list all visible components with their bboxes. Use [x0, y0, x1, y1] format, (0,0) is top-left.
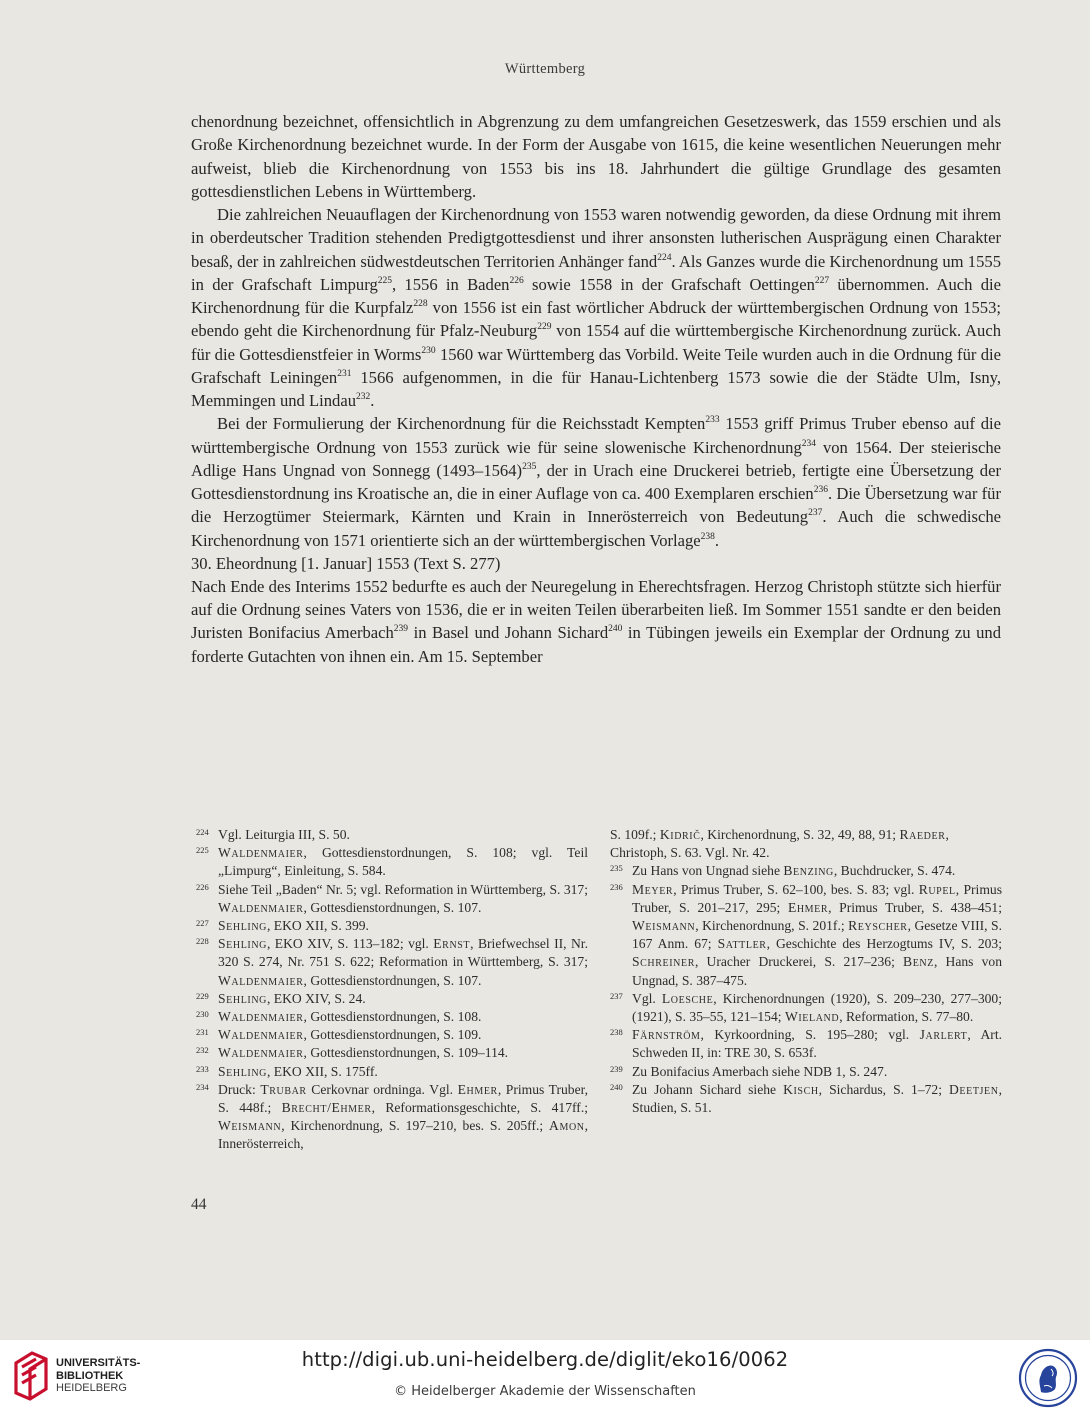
footnote-number: 225 — [196, 845, 209, 856]
paragraph-4: Nach Ende des Interims 1552 bedurfte es auch der Neuregelung in Eherechtsfragen. Herzog Christoph stützte sich hierfür auf die Ordnung seines Vaters von 1536, die er in weiten Teilen überarbeiten ließ. Im Sommer 1551 sandte er den beiden Juristen Bonifacius Amerbach$^{239}$ in Basel und Johann Sichard$^{240}$ in Tübingen jeweils ein Exemplar der Ordnung zu und forderte Gutachten von ihnen ein. Am 15. September — [191, 576, 1002, 666]
paragraph-3: Bei der Formulierung der Kirchenordnung für die Reichsstadt Kempten$^{233}$ 1553 griff Primus Truber ebenso auf die württembergische Ordnung von 1553 zurück wie für seine slowenische Kirchenordnung$^{234}$ von 1564. Der steierische Adlige Hans Ungnad von Sonnegg (1493–1564)$^{235}$, der in Urach eine Druckerei betrieb, fertigte eine Übersetzung der Gottesdienstordnung ins Kroatische an, die in einer Auflage von ca. 400 Exemplaren erschien$^{236}$. Die Übersetzung war für die Herzogtümer Steiermark, Kärnten und Krain in Innerösterreich von Bedeutung$^{237}$. Auch die schwedische Kirchenordnung von 1571 orientierte sich an der württembergischen Vorlage$^{238}$. — [191, 414, 1001, 550]
page-number: 44 — [191, 1196, 207, 1213]
footnotes-left-column — [196, 826, 588, 1154]
academy-seal-icon — [1018, 1348, 1078, 1408]
footnote-233: 233 Sehling, EKO XII, S. 175ff. — [196, 1063, 588, 1081]
footnote-number: 235 — [610, 863, 623, 874]
footnote-227: 227 Sehling, EKO XII, S. 399. — [196, 917, 588, 935]
footnote-239: 239 Zu Bonifacius Amerbach siehe NDB 1, S. 247. — [610, 1063, 1002, 1081]
paragraph-2: Die zahlreichen Neuauflagen der Kirchenordnung von 1553 waren notwendig geworden, da diese Ordnung mit ihrem in oberdeutscher Tradition stehenden Predigtgottesdienst und ihrer ansonsten lutherischen Ausprägung einen Charakter besaß, der in zahlreichen südwestdeutschen Territorien Anhänger fand$^{224}$. Als Ganzes wurde die Kirchenordnung um 1555 in der Grafschaft Limpurg$^{225}$, 1556 in Baden$^{226}$ sowie 1558 in der Grafschaft Oettingen$^{227}$ übernommen. Auch die Kirchenordnung für die Kurpfalz$^{228}$ von 1556 ist ein fast wörtlicher Abdruck der württembergischen Ordnung von 1553; ebendo geht die Kirchenordnung für Pfalz-Neuburg$^{229}$ von 1554 auf die württembergische Kirchenordnung zurück. Auch für die Gottesdienstfeier in Worms$^{230}$ 1560 war Württemberg das Vorbild. Weite Teile wurden auch in die Ordnung für die Grafschaft Leiningen$^{231}$ 1566 aufgenommen, in die für Hanau-Lichtenberg 1573 sowie die der Städte Ulm, Isny, Memmingen und Lindau$^{232}$. — [191, 205, 1001, 410]
footnote-number: 240 — [610, 1081, 623, 1092]
footnote-number: 237 — [610, 990, 623, 1001]
copyright-notice: © Heidelberger Akademie der Wissenschaften — [394, 1384, 696, 1399]
footnote-number: 226 — [196, 881, 209, 892]
footnotes-right-column — [610, 826, 1002, 1154]
footnote-232: 232 Waldenmaier, Gottesdienstordnungen, S. 109–114. — [196, 1044, 588, 1062]
footnote-number: 234 — [196, 1081, 209, 1092]
footnotes — [196, 826, 1002, 1154]
footnote-number: 231 — [196, 1027, 209, 1038]
footnote-236: 236 Meyer, Primus Truber, S. 62–100, bes. S. 83; vgl. Rupel, Primus Truber, S. 201–217, 295; Ehmer, Primus Truber, S. 438–451; Weismann, Kirchenordnung, S. 201f.; Reyscher, Gesetze VIII, S. 167 Anm. 67; Sattler, Geschichte des Herzogtums IV, S. 203; Schreiner, Uracher Druckerei, S. 217–236; Benz, Hans von Ungnad, S. 387–475. — [610, 881, 1002, 990]
footnote-225: 225 Waldenmaier, Gottesdienstordnungen, S. 108; vgl. Teil „Limpurg“, Einleitung, S. 584. — [196, 844, 588, 880]
footnote-235: 235 Zu Hans von Ungnad siehe Benzing, Buchdrucker, S. 474. — [610, 862, 1002, 880]
footnote-237: 237 Vgl. Loesche, Kirchenordnungen (1920), S. 209–230, 277–300; (1921), S. 35–55, 121–154; Wieland, Reformation, S. 77–80. — [610, 990, 1002, 1026]
section-heading: 30. Eheordnung [1. Januar] 1553 (Text S. 277) — [191, 553, 501, 573]
library-name: UNIVERSITÄTS- BIBLIOTHEK HEIDELBERG — [56, 1357, 141, 1395]
footnote-number: 229 — [196, 990, 209, 1001]
footnote-229: 229 Sehling, EKO XIV, S. 24. — [196, 990, 588, 1008]
footnote-number: 232 — [196, 1045, 209, 1056]
footer-bar — [0, 1340, 1090, 1415]
footnote-number: 230 — [196, 1009, 209, 1020]
footnote-number: 239 — [610, 1063, 623, 1074]
footnote-number: 224 — [196, 827, 209, 837]
footnote-number: 238 — [610, 1027, 623, 1038]
permalink-url[interactable]: http://digi.ub.uni-heidelberg.de/diglit/eko16/0062 — [301, 1348, 789, 1371]
footnote-number: 233 — [196, 1063, 209, 1074]
footnote-240: 240 Zu Johann Sichard siehe Kisch, Sichardus, S. 1–72; Deetjen, Studien, S. 51. — [610, 1081, 1002, 1117]
footnote-226: 226 Siehe Teil „Baden“ Nr. 5; vgl. Reformation in Württemberg, S. 317; Waldenmaier, Gottesdienstordnungen, S. 107. — [196, 881, 588, 917]
running-head: Württemberg — [504, 61, 586, 77]
footnote-number: 228 — [196, 936, 209, 947]
footnote-228: 228 Sehling, EKO XIV, S. 113–182; vgl. Ernst, Briefwechsel II, Nr. 320 S. 274, Nr. 751 S. 622; Reformation in Württemberg, S. 317; Waldenmaier, Gottesdienstordnungen, S. 107. — [196, 935, 588, 990]
footnote-224: 224 Vgl. Leiturgia III, S. 50. — [196, 826, 588, 844]
footnote-231: 231 Waldenmaier, Gottesdienstordnungen, S. 109. — [196, 1026, 588, 1044]
body-text — [191, 110, 1001, 668]
footnote-continuation: S. 109f.; Kidrič, Kirchenordnung, S. 32, 49, 88, 91; Raeder, Christoph, S. 63. Vgl. Nr. 42. — [610, 827, 949, 861]
footnote-number: 236 — [610, 881, 623, 892]
footnotes-right-list — [610, 862, 1002, 1117]
footnote-234: 234 Druck: Trubar Cerkovnar ordninga. Vgl. Ehmer, Primus Truber, S. 448f.; Brecht/Ehmer, Reformationsgeschichte, S. 417ff.; Weismann, Kirchenordnung, S. 197–210, bes. S. 205ff.; Amon, Innerösterreich, — [196, 1081, 588, 1154]
paragraph-1: chenordnung bezeichnet, offensichtlich in Abgrenzung zu dem umfangreichen Gesetzeswerk, das 1559 erschien und als Große Kirchenordnung bezeichnet wurde. In der Form der Ausgabe von 1615, die keine wesentlichen Neuerungen mehr aufweist, blieb die Kirchenordnung von 1553 bis ins 18. Jahrhundert die gültige Grundlage des gesamten gottesdienstlichen Lebens in Württemberg. — [191, 112, 1001, 201]
footnote-number: 227 — [196, 918, 209, 929]
footnote-238: 238 Färnström, Kyrkoordning, S. 195–280; vgl. Jarlert, Art. Schweden II, in: TRE 30, S. 653f. — [610, 1026, 1002, 1062]
footnote-230: 230 Waldenmaier, Gottesdienstordnungen, S. 108. — [196, 1008, 588, 1026]
